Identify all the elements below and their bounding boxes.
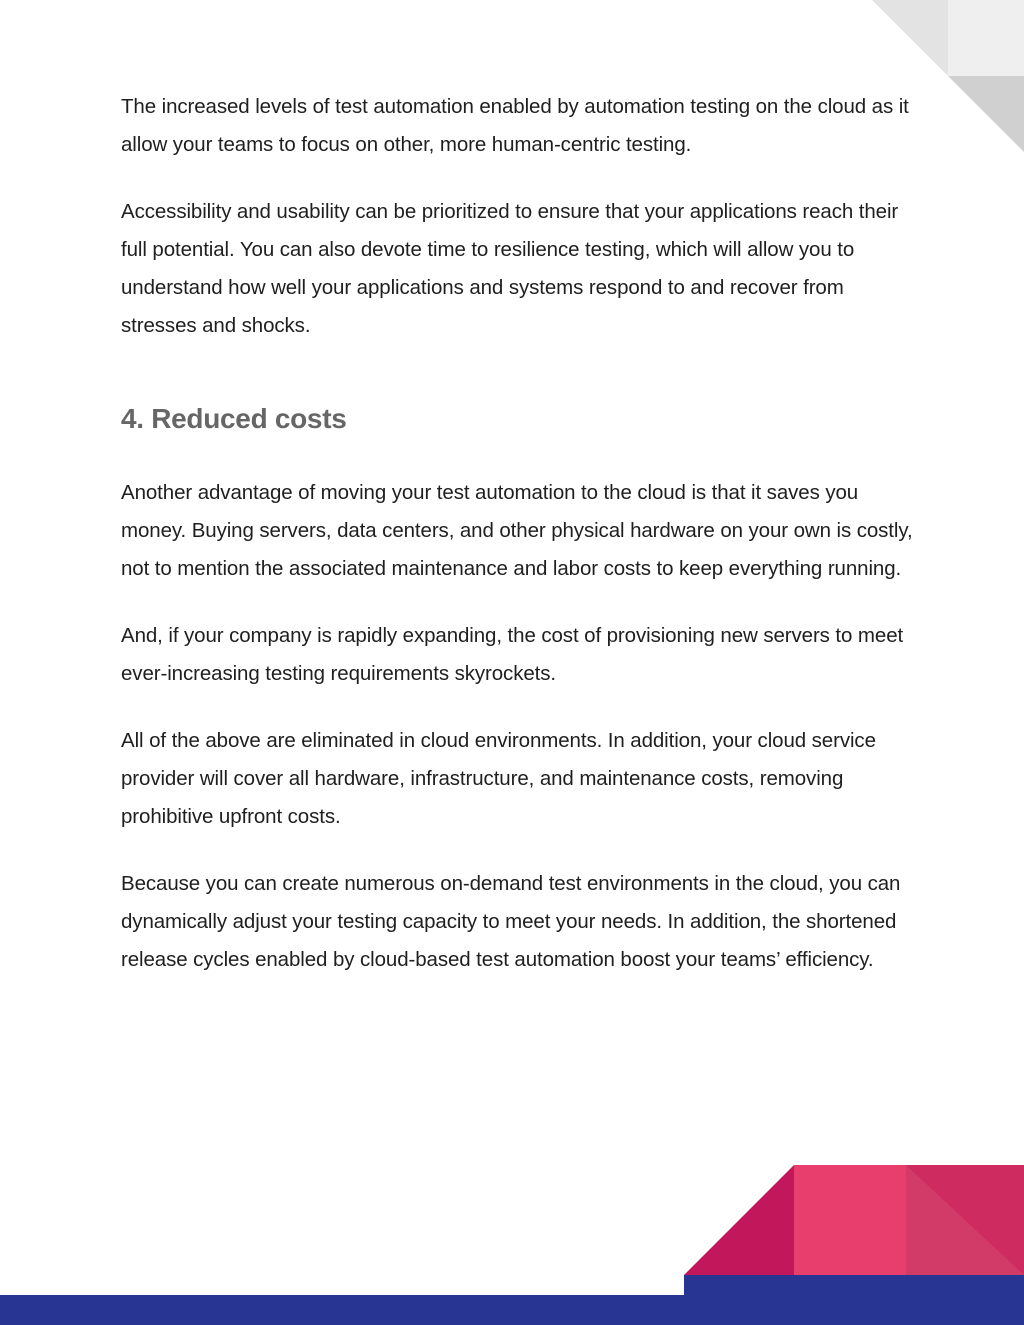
section-heading: 4. Reduced costs: [121, 403, 347, 434]
paragraph: The increased levels of test automation enabled by automation testing on the cloud as it allow your teams to focus on other, more human-centric testing.: [121, 95, 909, 156]
paragraph: And, if your company is rapidly expanding, the cost of provisioning new servers to meet ever-increasing testing requirements skyrockets.: [121, 624, 904, 685]
document-body: [121, 88, 921, 1008]
paragraph: Accessibility and usability can be prioritized to ensure that your applications reach their full potential. You can also devote time to resilience testing, which will allow you to understand how well your applications and systems respond to and recover from stresses and shocks.: [121, 200, 899, 337]
footer-bar: [0, 1295, 1024, 1325]
paragraph: Another advantage of moving your test automation to the cloud is that it saves you money. Buying servers, data centers, and other physical hardware on your own is costly, not to mention the associated maintenance and labor costs to keep everything running.: [121, 481, 913, 580]
paragraph: All of the above are eliminated in cloud environments. In addition, your cloud service provider will cover all hardware, infrastructure, and maintenance costs, removing prohibitive upfront costs.: [121, 729, 876, 828]
paragraph: Because you can create numerous on-demand test environments in the cloud, you can dynamically adjust your testing capacity to meet your needs. In addition, the shortened release cycles enabled by cloud-based test automation boost your teams’ efficiency.: [121, 872, 901, 971]
